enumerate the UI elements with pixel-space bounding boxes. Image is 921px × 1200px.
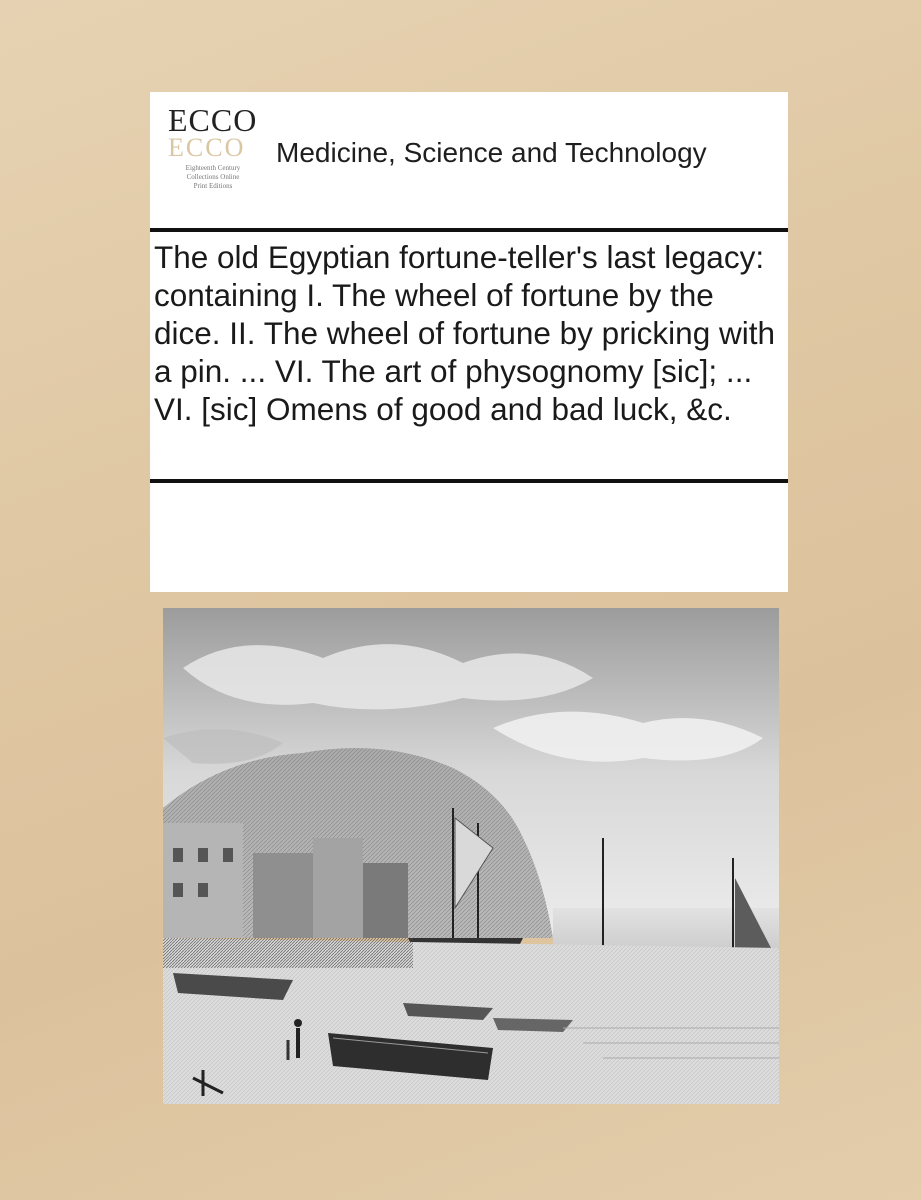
harbor-engraving-image <box>163 608 779 1104</box>
bottom-rule <box>150 479 788 483</box>
series-title: Medicine, Science and Technology <box>276 137 707 168</box>
logo-caption-line: Collections Online <box>186 173 240 181</box>
ecco-logo <box>168 104 268 214</box>
logo-caption-line: Eighteenth Century <box>185 164 241 172</box>
top-rule <box>150 228 788 232</box>
harbor-engraving-icon <box>163 608 779 1104</box>
title-panel <box>150 92 788 592</box>
book-title: The old Egyptian fortune-teller's last legacy: containing I. The wheel of fortune by the dice. II. The wheel of fortune by pricking with a pin. ... VI. The art of physognomy [sic]; ... VI. [sic] Omens of good and bad luck, &c. <box>154 239 775 427</box>
logo-mark-shadow: ECCO <box>168 133 246 162</box>
logo-mark: ECCO <box>168 102 258 138</box>
logo-caption <box>168 164 258 191</box>
logo-caption-line: Print Editions <box>193 182 233 190</box>
